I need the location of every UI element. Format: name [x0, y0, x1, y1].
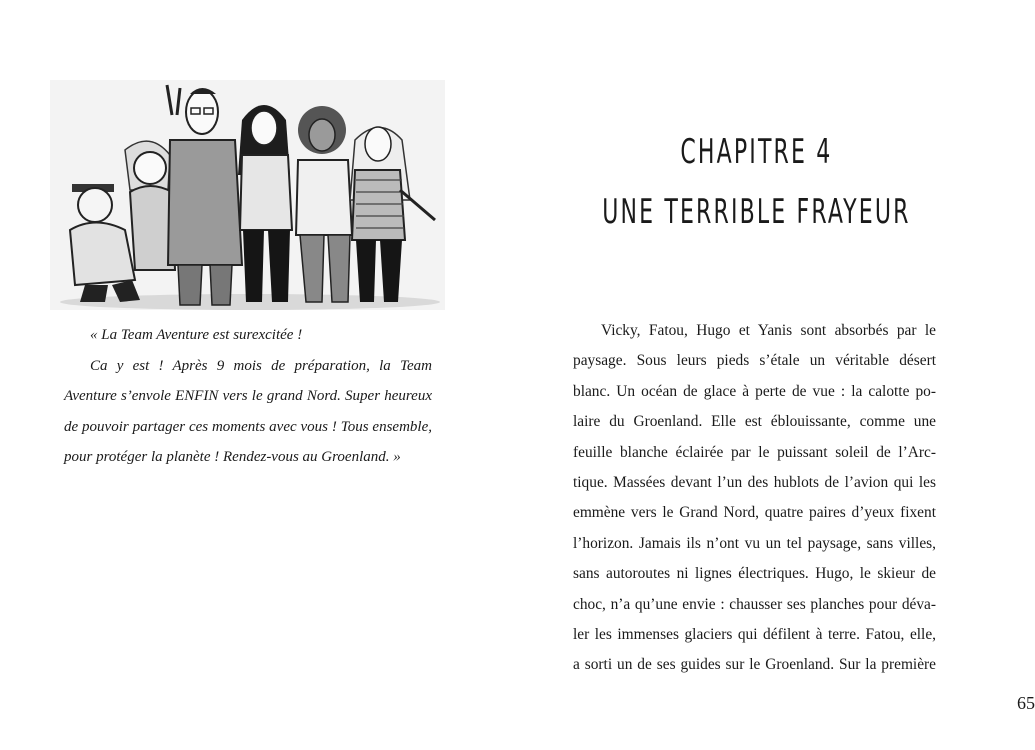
right-page — [500, 0, 1035, 750]
chapter-title: UNE TERRIBLE FRAYEUR — [602, 192, 911, 232]
body-line: paysage. Sous leurs pieds s’étale un véritable désert — [573, 352, 936, 370]
page-number: 65 — [1017, 693, 1035, 713]
body-line: tique. Massées devant l’un des hublots de l’avion qui les — [573, 473, 936, 491]
left-page — [0, 0, 500, 750]
body-line: Vicky, Fatou, Hugo et Yanis sont absorbés par le — [601, 322, 936, 339]
team-illustration — [50, 80, 445, 310]
illustration-caption — [64, 320, 432, 473]
body-line: feuille blanche éclairée par le puissant soleil de l’Arc- — [573, 443, 936, 461]
body-line: ler les immenses glaciers qui défilent à terre. Fatou, elle, — [573, 625, 936, 643]
body-line: a sorti un de ses guides sur le Groenland. Sur la première — [573, 656, 936, 674]
body-text — [573, 316, 936, 681]
body-line: sans autoroutes ni lignes électriques. Hugo, le skieur de — [573, 565, 936, 583]
caption-line-1: « La Team Aventure est surexcitée ! — [90, 327, 303, 343]
body-line: l’horizon. Jamais ils n’ont vu un tel paysage, sans villes, — [573, 534, 936, 552]
chapter-number: CHAPITRE 4 — [680, 132, 833, 172]
body-line: emmène vers le Grand Nord, quatre paires d’yeux fixent — [573, 504, 936, 522]
body-line: choc, n’a qu’une envie : chausser ses planches pour déva- — [573, 595, 936, 613]
body-line: laire du Groenland. Elle est éblouissante, comme une — [573, 413, 936, 431]
body-line: blanc. Un océan de glace à perte de vue : la calotte po- — [573, 382, 936, 400]
caption-paragraph: Ca y est ! Après 9 mois de préparation, la Team Aventure s’envole ENFIN vers le grand Nord. Super heureux de pouvoir partager ces moments avec vous ! Tous ensemble, pour protéger la planète ! Rendez-vous au Groenland. » — [64, 357, 432, 465]
